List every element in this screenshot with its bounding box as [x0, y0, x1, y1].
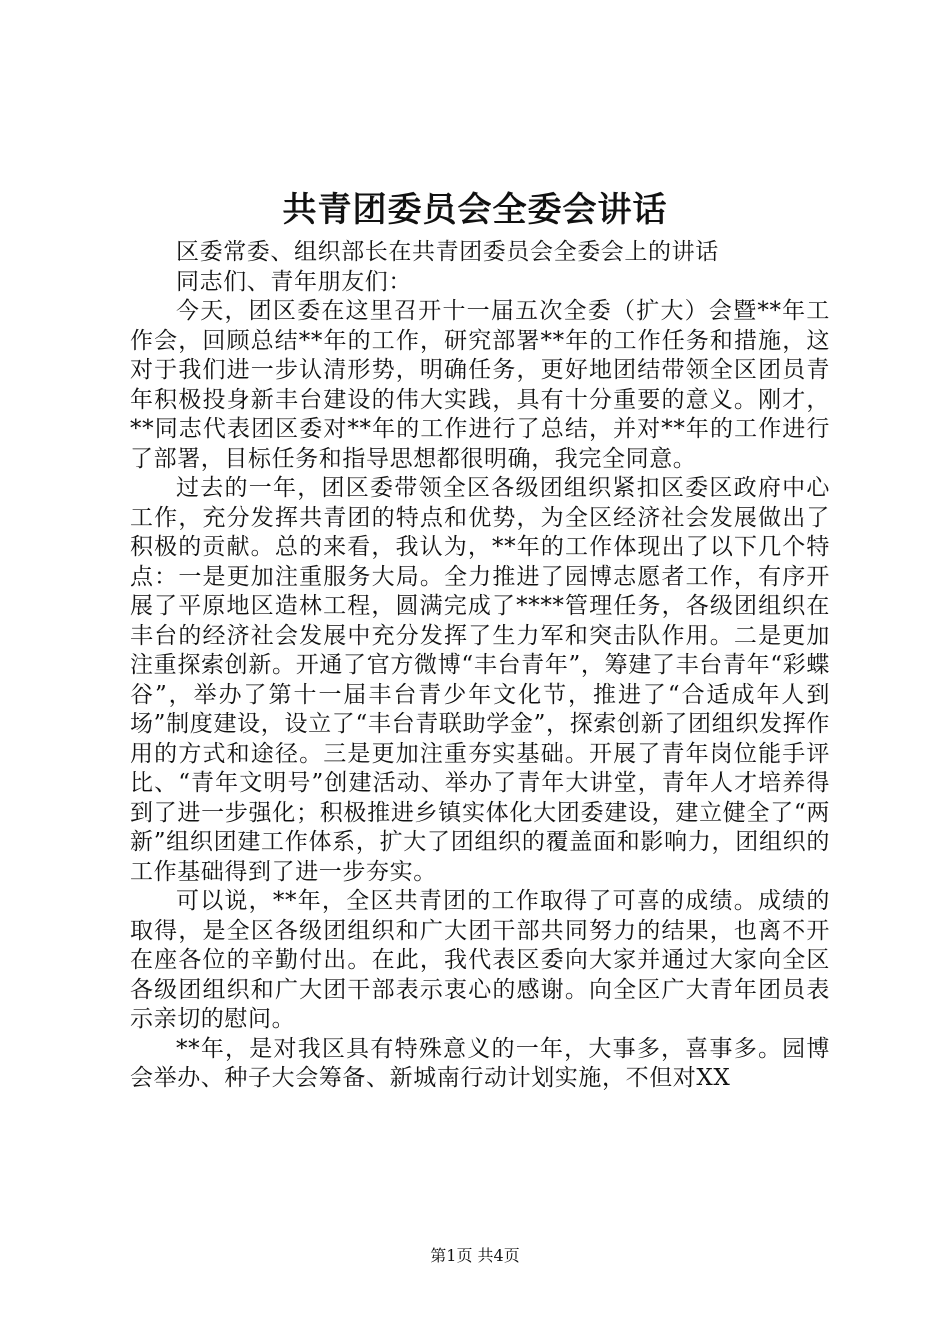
body-paragraph: 今天，团区委在这里召开十一届五次全委（扩大）会暨**年工作会，回顾总结**年的工作，研究部署**年的工作任务和措施，这对于我们进一步认清形势，明确任务，更好地团结带领全区团员青年积极投身新丰台建设的伟大实践，具有十分重要的意义。刚才，**同志代表团区委对**年的工作进行了总结，并对**年的工作进行了部署，目标任务和指导思想都很明确，我完全同意。 — [130, 298, 830, 472]
body-paragraph: 可以说，**年，全区共青团的工作取得了可喜的成绩。成绩的取得，是全区各级团组织和广大团干部共同努力的结果，也离不开在座各位的辛勤付出。在此，我代表区委向大家并通过大家向全区各级团组织和广大团干部表示衷心的感谢。向全区广大青年团员表示亲切的慰问。 — [130, 888, 830, 1032]
body-paragraph: **年，是对我区具有特殊意义的一年，大事多，喜事多。园博会举办、种子大会筹备、新城南行动计划实施，不但对XX — [130, 1035, 830, 1091]
document-title: 共青团委员会全委会讲话 — [282, 190, 668, 230]
document-body — [130, 238, 830, 1094]
salutation: 同志们、青年朋友们： — [176, 268, 412, 295]
speaker-subtitle: 区委常委、组织部长在共青团委员会全委会上的讲话 — [176, 239, 719, 265]
body-paragraph: 过去的一年，团区委带领全区各级团组织紧扣区委区政府中心工作，充分发挥共青团的特点和优势，为全区经济社会发展做出了积极的贡献。总的来看，我认为，**年的工作体现出了以下几个特点：一是更加注重服务大局。全力推进了园博志愿者工作，有序开展了平原地区造林工程，圆满完成了****管理任务，各级团组织在丰台的经济社会发展中充分发挥了生力军和突击队作用。二是更加注重探索创新。开通了官方微博“丰台青年”，筹建了丰台青年“彩蝶谷”，举办了第十一届丰台青少年文化节，推进了“合适成年人到场”制度建设，设立了“丰台青联助学金”，探索创新了团组织发挥作用的方式和途径。三是更加注重夯实基础。开展了青年岗位能手评比、“青年文明号”创建活动、举办了青年大讲堂，青年人才培养得到了进一步强化；积极推进乡镇实体化大团委建设，建立健全了“两新”组织团建工作体系，扩大了团组织的覆盖面和影响力，团组织的工作基础得到了进一步夯实。 — [130, 475, 830, 885]
page-number-footer: 第1页 共4页 — [430, 1246, 520, 1265]
